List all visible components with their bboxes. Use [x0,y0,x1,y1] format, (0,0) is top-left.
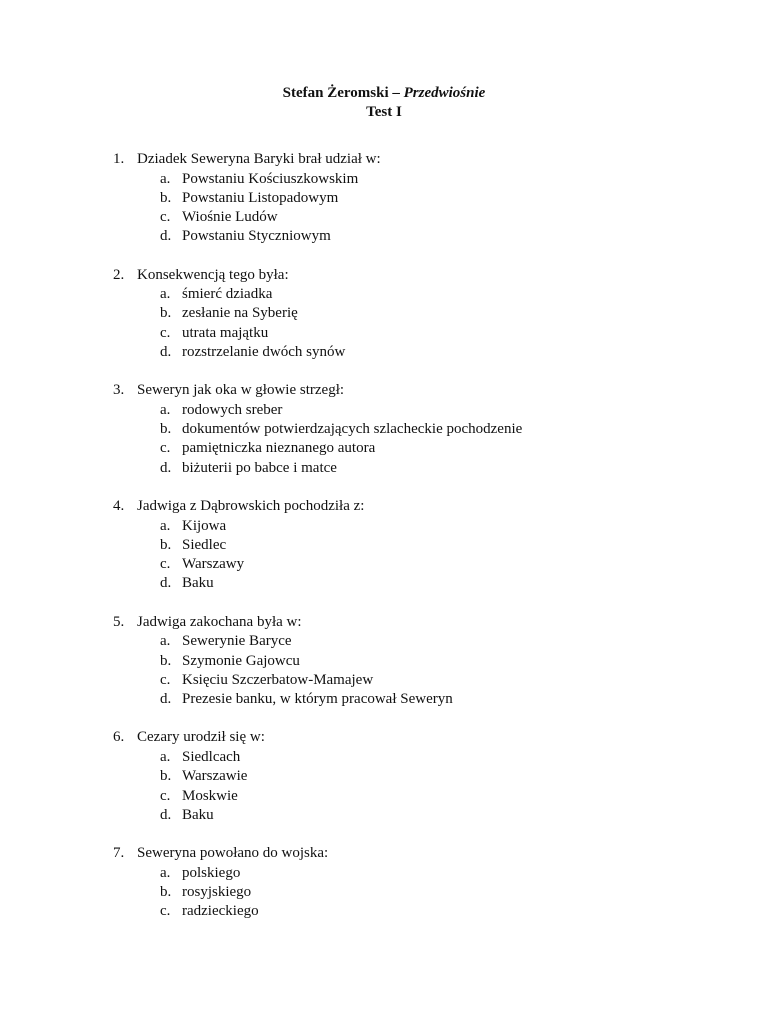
answer-options [113,170,713,247]
answer-option [113,536,713,555]
answer-option [113,285,713,304]
question-text: Seweryna powołano do wojska: [137,845,329,862]
option-text: pamiętniczka nieznanego autora [182,440,376,457]
option-text: Baku [182,575,214,592]
option-letter: b. [160,421,172,438]
option-text: Warszawie [182,768,248,785]
question-6 [113,728,713,825]
option-letter: a. [160,517,171,534]
option-letter: d. [160,575,172,592]
question-2 [113,266,713,363]
question-number: 7. [113,845,125,862]
option-text: Powstaniu Styczniowym [182,228,331,245]
option-text: Prezesie banku, w którym pracował Seweryn [182,691,453,708]
question-line [113,381,713,401]
option-text: Księciu Szczerbatow-Mamajew [182,671,374,688]
document-header [0,84,768,122]
answer-option [113,902,713,921]
option-text: rozstrzelanie dwóch synów [182,344,346,361]
answer-options [113,401,713,478]
question-number: 1. [113,151,125,167]
answer-option [113,170,713,189]
option-letter: b. [160,536,172,553]
option-text: utrata majątku [182,324,269,341]
question-text: Jadwiga zakochana była w: [137,613,302,630]
answer-option [113,748,713,767]
answer-option [113,517,713,536]
answer-option [113,459,713,478]
option-text: Siedlcach [182,748,241,765]
answer-option [113,671,713,690]
option-letter: d. [160,691,172,708]
question-text: Cezary urodził się w: [137,729,265,746]
document-title-line [0,84,768,103]
option-letter: c. [160,671,171,688]
option-letter: c. [160,556,171,573]
option-text: Kijowa [182,517,227,534]
answer-option [113,401,713,420]
answer-options [113,632,713,709]
option-letter: d. [160,459,172,476]
option-text: rodowych sreber [182,401,283,418]
option-text: Wiośnie Ludów [182,209,278,226]
question-text: Konsekwencją tego była: [137,266,289,283]
answer-option [113,864,713,883]
question-line [113,613,713,633]
option-letter: b. [160,189,172,206]
answer-option [113,806,713,825]
option-text: Powstaniu Kościuszkowskim [182,170,359,187]
option-letter: c. [160,324,171,341]
option-letter: c. [160,787,171,804]
answer-options [113,748,713,825]
answer-option [113,189,713,208]
question-line [113,844,713,864]
answer-option [113,420,713,439]
question-line [113,266,713,286]
question-line [113,150,713,170]
option-letter: a. [160,286,171,303]
answer-options [113,285,713,362]
option-letter: b. [160,652,172,669]
question-text: Dziadek Seweryna Baryki brał udział w: [137,151,381,167]
answer-option [113,690,713,709]
option-text: Baku [182,806,214,823]
option-text: biżuterii po babce i matce [182,459,337,476]
answer-option [113,439,713,458]
question-number: 4. [113,498,125,515]
option-letter: c. [160,209,171,226]
option-text: Sewerynie Baryce [182,633,292,650]
answer-option [113,304,713,323]
answer-option [113,652,713,671]
answer-option [113,883,713,902]
answer-option [113,324,713,343]
option-letter: b. [160,768,172,785]
answer-option [113,767,713,786]
answer-option [113,555,713,574]
option-letter: c. [160,903,171,920]
answer-option [113,632,713,651]
option-letter: a. [160,401,171,418]
question-number: 2. [113,266,125,283]
option-letter: a. [160,170,171,187]
answer-option [113,208,713,227]
option-letter: b. [160,883,172,900]
question-text: Seweryn jak oka w głowie strzegł: [137,382,345,399]
question-number: 5. [113,613,125,630]
option-text: Warszawy [182,556,245,573]
question-5 [113,613,713,710]
question-text: Jadwiga z Dąbrowskich pochodziła z: [137,498,365,515]
question-number: 3. [113,382,125,399]
option-text: Szymonie Gajowcu [182,652,300,669]
option-letter: d. [160,228,172,245]
option-text: zesłanie na Syberię [182,305,298,322]
option-letter: a. [160,748,171,765]
option-letter: d. [160,344,172,361]
author-name: Stefan Żeromski – [282,85,404,101]
option-letter: b. [160,305,172,322]
option-letter: a. [160,864,171,881]
option-text: Siedlec [182,536,227,553]
question-line [113,728,713,748]
question-7 [113,844,713,921]
answer-option [113,227,713,246]
option-letter: a. [160,633,171,650]
question-1 [113,150,713,247]
option-text: Moskwie [182,787,238,804]
question-4 [113,497,713,594]
test-subtitle: Test I [366,104,402,120]
answer-option [113,574,713,593]
option-text: polskiego [182,864,241,881]
answer-options [113,864,713,922]
option-text: radzieckiego [182,903,259,920]
question-list [113,150,713,941]
option-text: śmierć dziadka [182,286,273,303]
option-letter: c. [160,440,171,457]
option-text: rosyjskiego [182,883,252,900]
book-title: Przedwiośnie [403,85,486,101]
question-line [113,497,713,517]
answer-option [113,343,713,362]
answer-options [113,517,713,594]
answer-option [113,787,713,806]
question-number: 6. [113,729,125,746]
option-text: dokumentów potwierdzających szlacheckie pochodzenie [182,421,523,438]
option-text: Powstaniu Listopadowym [182,189,339,206]
question-3 [113,381,713,478]
option-letter: d. [160,806,172,823]
